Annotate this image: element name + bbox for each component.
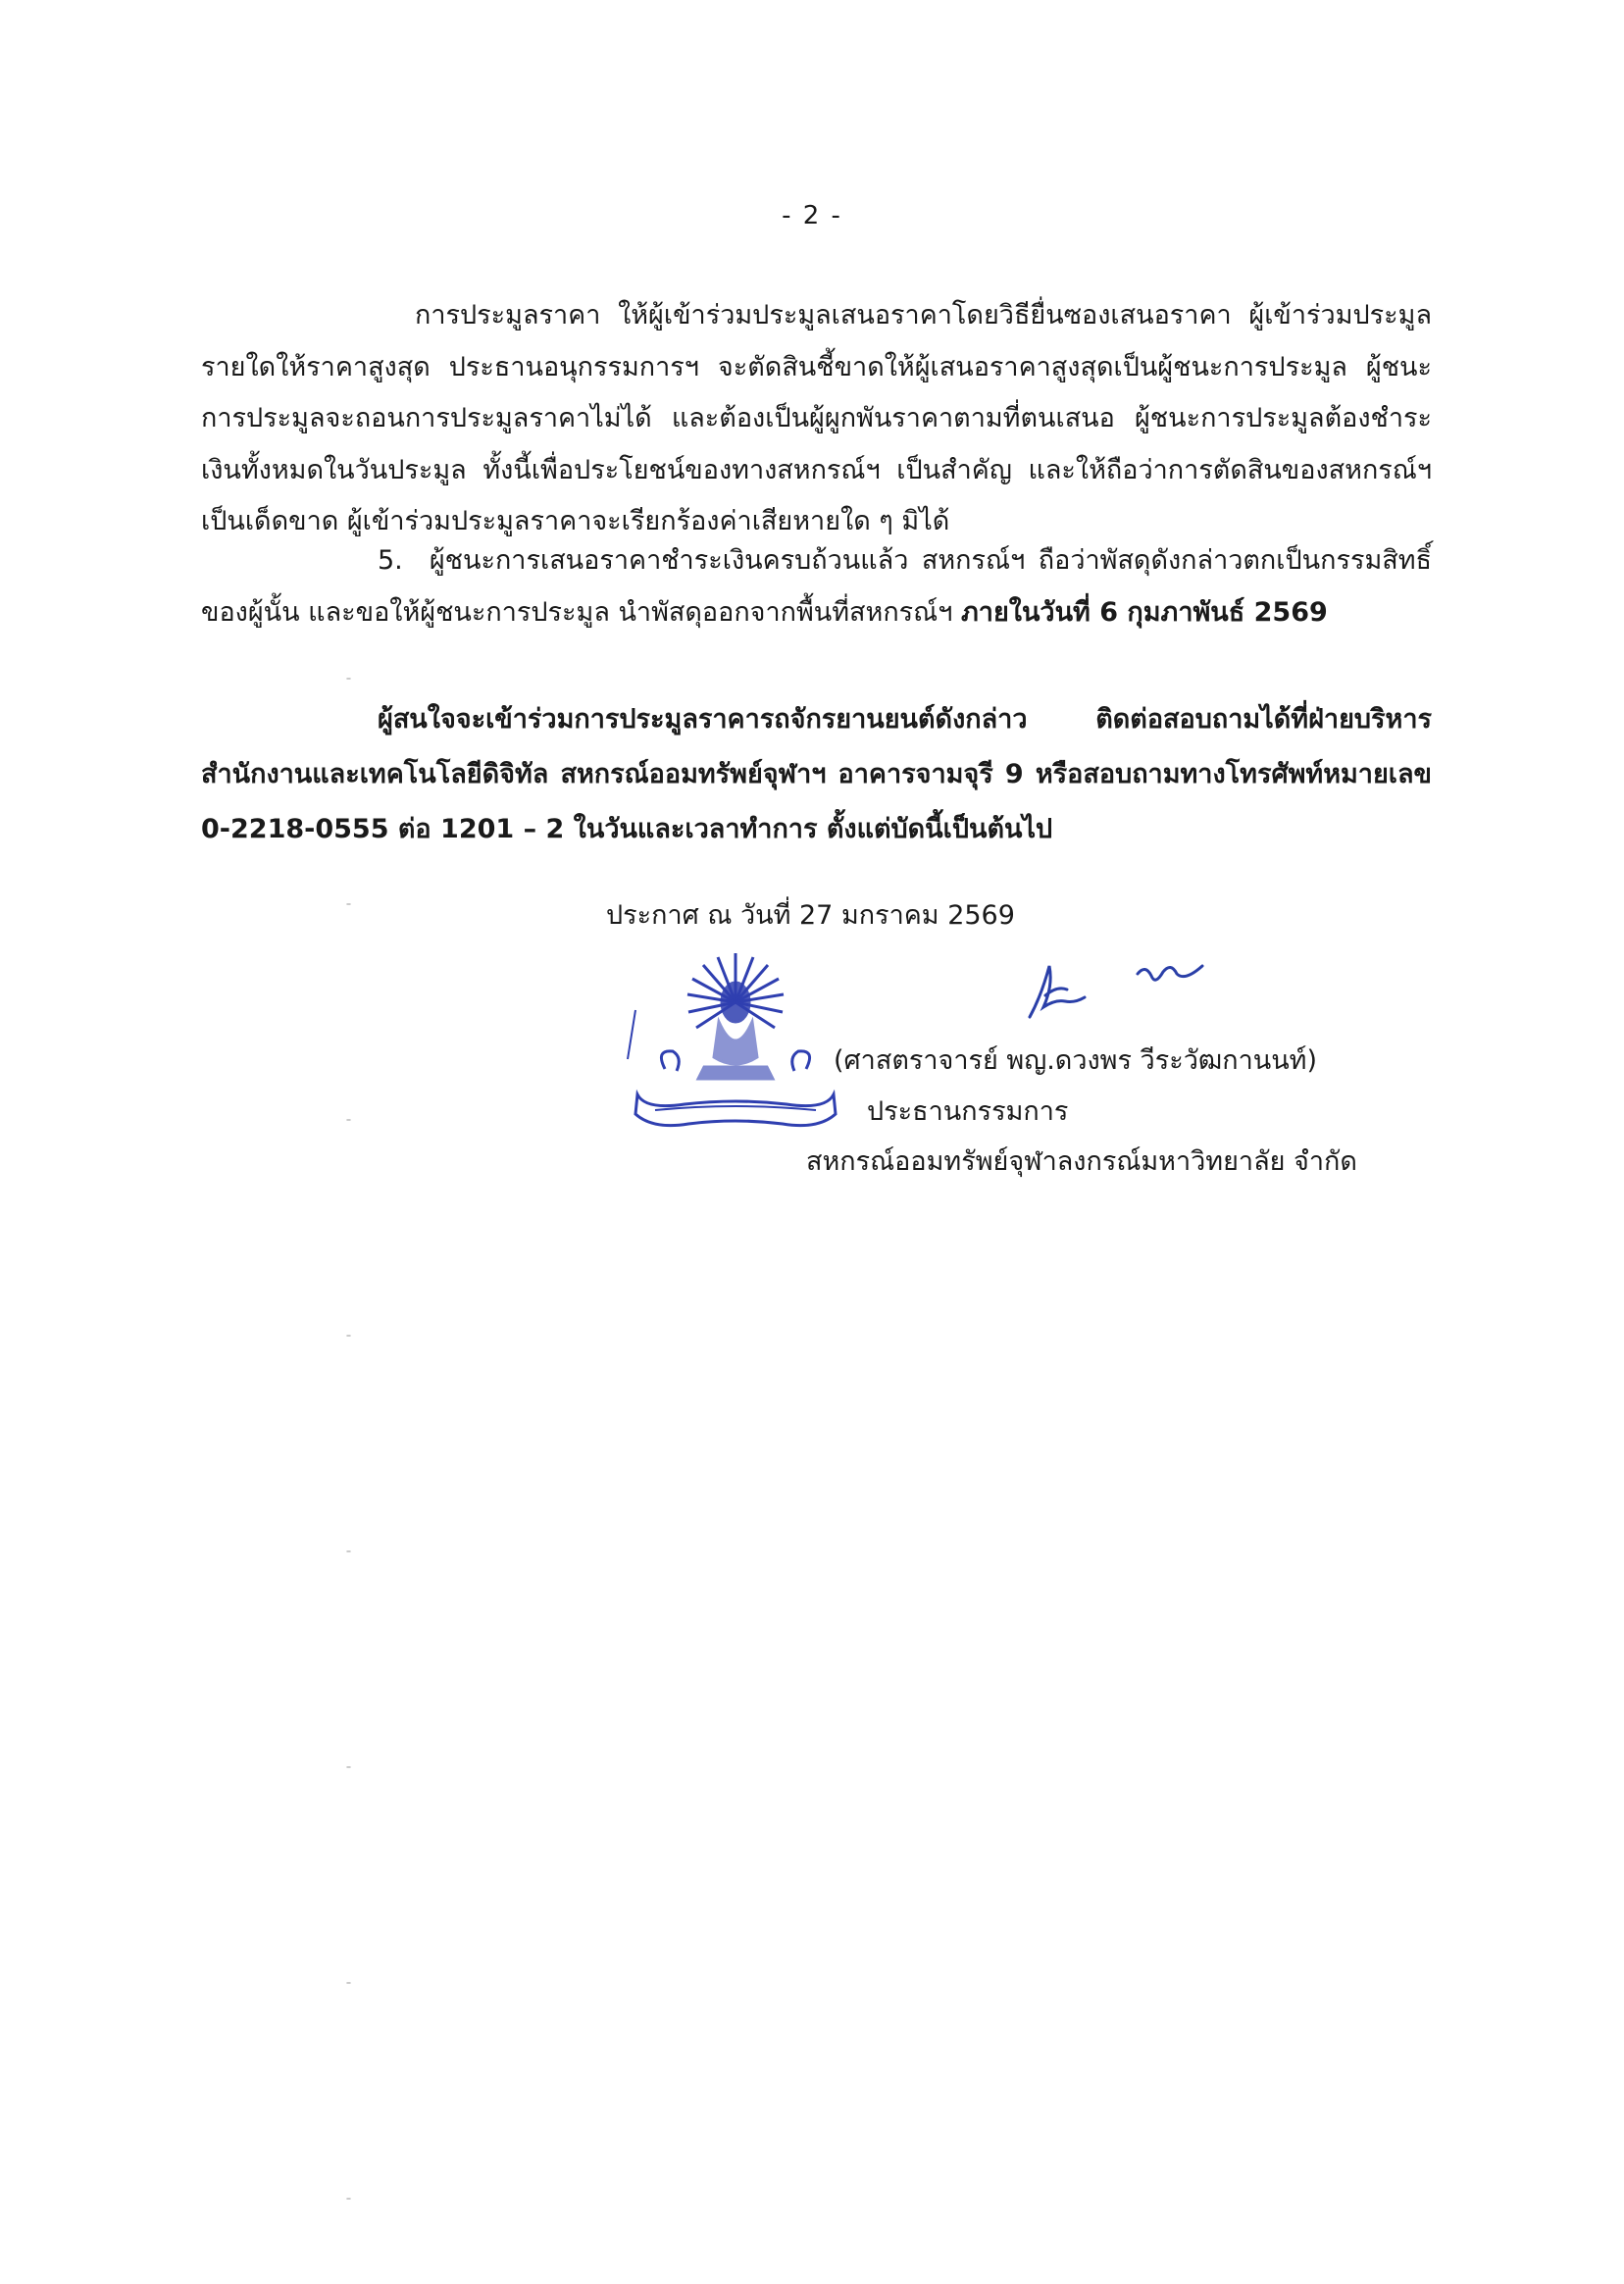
scan-mark: ˉ <box>345 1334 352 1349</box>
signer-position: ประธานกรรมการ <box>867 1096 1069 1127</box>
cooperative-seal-icon <box>626 941 841 1138</box>
scan-mark: ˉ <box>345 2197 352 2212</box>
contact-text: ผู้สนใจจะเข้าร่วมการประมูลราคารถจักรยานยนต์ดังกล่าว ติดต่อสอบถามได้ที่ฝ่ายบริหารสำนักงานและเทคโนโลยีดิจิทัล สหกรณ์ออมทรัพย์จุฬาฯ อาคารจามจุรี 9 หรือสอบถามทางโทรศัพท์หมายเลข 0-2218-0555 ต่อ 1201 – 2 ในวันและเวลาทำการ ตั้งแต่บัดนี้เป็นต้นไป <box>201 704 1432 844</box>
scan-mark: ˉ <box>345 1549 352 1565</box>
payment-paragraph <box>201 535 1432 638</box>
announce-date: ประกาศ ณ วันที่ 27 มกราคม 2569 <box>606 900 1015 931</box>
scan-mark: ˉ <box>345 677 352 692</box>
scan-mark: ˉ <box>345 1981 352 1997</box>
handwritten-signature-icon <box>1020 956 1236 1025</box>
pickup-deadline: ภายในวันที่ 6 กุมภาพันธ์ 2569 <box>960 596 1328 628</box>
auction-procedure-text: การประมูลราคา ให้ผู้เข้าร่วมประมูลเสนอราคาโดยวิธียื่นซองเสนอราคา ผู้เข้าร่วมประมูลรายใดให้ราคาสูงสุด ประธานอนุกรรมการฯ จะตัดสินชี้ขาดให้ผู้เสนอราคาสูงสุดเป็นผู้ชนะการประมูล ผู้ชนะการประมูลจะถอนการประมูลราคาไม่ได้ และต้องเป็นผู้ผูกพันราคาตามที่ตนเสนอ ผู้ชนะการประมูลต้องชำระเงินทั้งหมดในวันประมูล ทั้งนี้เพื่อประโยชน์ของทางสหกรณ์ฯ เป็นสำคัญ และให้ถือว่าการตัดสินของสหกรณ์ฯ เป็นเด็ดขาด ผู้เข้าร่วมประมูลราคาจะเรียกร้องค่าเสียหายใด ๆ มิได้ <box>201 300 1432 536</box>
organization-name: สหกรณ์ออมทรัพย์จุฬาลงกรณ์มหาวิทยาลัย จำกัด <box>806 1146 1357 1177</box>
scan-mark: ˉ <box>345 902 352 918</box>
signer-name: (ศาสตราจารย์ พญ.ดวงพร วีระวัฒกานนท์) <box>834 1045 1318 1076</box>
page-number: - 2 - <box>782 201 842 230</box>
scan-mark: ˉ <box>345 1118 352 1134</box>
payment-text: ผู้ชนะการเสนอราคาชำระเงินครบถ้วนแล้ว สหกรณ์ฯ ถือว่าพัสดุดังกล่าวตกเป็นกรรมสิทธิ์ของผู้นั้น และขอให้ผู้ชนะการประมูล นำพัสดุออกจากพื้นที่สหกรณ์ฯ <box>201 545 1433 628</box>
item-number: 5. <box>378 545 403 576</box>
auction-procedure-paragraph <box>201 290 1432 548</box>
contact-paragraph <box>201 692 1432 857</box>
scan-mark: ˉ <box>345 1765 352 1781</box>
